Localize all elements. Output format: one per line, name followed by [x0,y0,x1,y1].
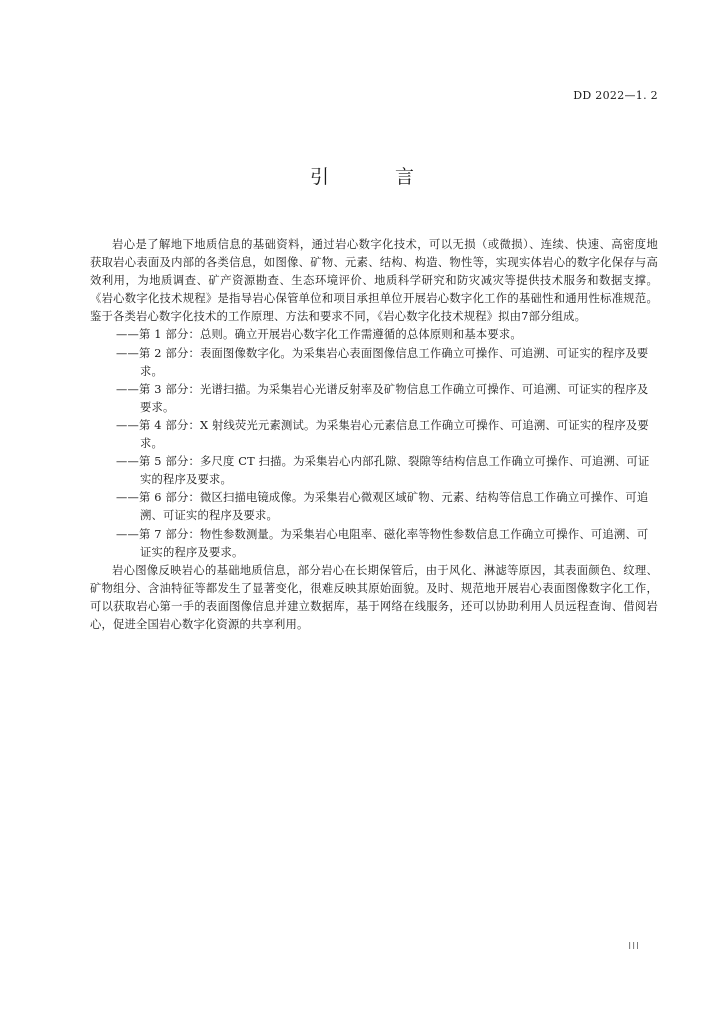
part-list-item: ——第 2 部分：表面图像数字化。为采集岩心表面图像信息工作确立可操作、可追溯、可证实的程序及要求。 [116,346,649,378]
document-code: DD 2022—1. 2 [573,89,658,102]
closing-paragraph: 岩心图像反映岩心的基础地质信息，部分岩心在长期保管后，由于风化、淋滤等原因，其表面颜色、纹理、矿物组分、含油特征等都发生了显著变化，很难反映其原始面貌。及时、规范地开展岩心表面图像数字化工作，可以获取岩心第一手的表面图像信息并建立数据库，基于网络在线服务，还可以协助利用人员远程查询、借阅岩心，促进全国岩心数字化资源的共享利用。 [90,563,658,631]
part-list-item: ——第 1 部分：总则。确立开展岩心数字化工作需遵循的总体原则和基本要求。 [116,328,522,342]
part-list-item: ——第 5 部分：多尺度 CT 扫描。为采集岩心内部孔隙、裂隙等结构信息工作确立可操作、可追溯、可证实的程序及要求。 [116,455,650,487]
introduction-body [90,236,658,634]
intro-paragraph: 岩心是了解地下地质信息的基础资料，通过岩心数字化技术，可以无损（或微损）、连续、快速、高密度地获取岩心表面及内部的各类信息，如图像、矿物、元素、结构、构造、物性等，实现实体岩心的数字化保存与高效利用，为地质调查、矿产资源勘查、生态环境评价、地质科学研究和防灾减灾等提供技术服务和数据支撑。《岩心数字化技术规程》是指导岩心保管单位和项目承担单位开展岩心数字化工作的基础性和通用性标准规范。鉴于各类岩心数字化技术的工作原理、方法和要求不同，《岩心数字化技术规程》拟由7部分组成。 [90,238,658,324]
section-title: 引 言 [309,166,445,188]
part-list-item: ——第 6 部分：微区扫描电镜成像。为采集岩心微观区域矿物、元素、结构等信息工作确立可操作、可追溯、可证实的程序及要求。 [116,491,649,523]
part-list-item: ——第 4 部分：X 射线荧光元素测试。为采集岩心元素信息工作确立可操作、可追溯、可证实的程序及要求。 [116,418,649,451]
part-list-item: ——第 3 部分：光谱扫描。为采集岩心光谱反射率及矿物信息工作确立可操作、可追溯、可证实的程序及要求。 [116,382,649,414]
page-number: III [628,941,640,952]
part-list-item: ——第 7 部分：物性参数测量。为采集岩心电阻率、磁化率等物性参数信息工作确立可操作、可追溯、可证实的程序及要求。 [116,527,649,559]
